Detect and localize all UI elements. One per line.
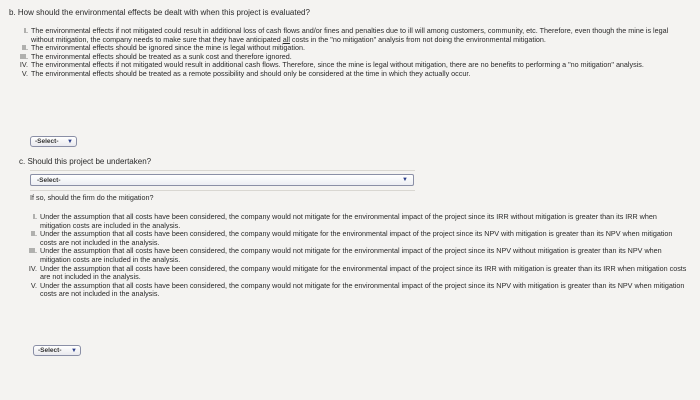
option-text: The environmental effects should be treated as a sunk cost and therefore ignored. xyxy=(31,51,292,61)
mitigation-option-3 xyxy=(26,247,689,264)
option-text: The environmental effects should be ignored since the mine is legal without mitigation. xyxy=(31,43,305,53)
option-numeral: I. xyxy=(33,212,37,221)
option-text: The environmental effects if not mitigated could result in additional loss of cash flows and/or fines and penalties due to ill will among customers, community, etc. Therefore, even though the mine is legal without mitigation, the company needs to make sure that they have anticipated all costs in the "no mitigation" analysis from not doing the environmental mitigation. xyxy=(31,26,669,44)
option-numeral: V. xyxy=(21,68,28,78)
question-b-prompt: b. How should the environmental effects be dealt with when this project is evaluated? xyxy=(9,8,310,17)
select-value: -Select- xyxy=(38,347,62,354)
mitigation-options xyxy=(26,213,689,299)
mitigation-option-4 xyxy=(26,265,689,282)
question-b-option-5 xyxy=(17,70,689,79)
option-numeral: IV. xyxy=(28,263,37,273)
emphasis-all: all xyxy=(282,34,290,44)
option-text: Under the assumption that all costs have been considered, the company would not mitigate for the environmental impact of the project since its NPV with mitigation is greater than its NPV when mitigation costs are not included in the analysis. xyxy=(40,280,685,299)
question-c-prompt: c. Should this project be undertaken? xyxy=(19,157,152,166)
question-c-undertake-select[interactable] xyxy=(30,174,414,186)
chevron-down-icon: ▼ xyxy=(71,347,77,354)
option-text: The environmental effects if not mitigated would result in additional cash flows. Therefore, since the mine is legal without mitigation, there are no benefits to performing a "no mitigation" analysis. xyxy=(31,60,644,70)
question-b-answer-select[interactable] xyxy=(30,136,77,147)
divider xyxy=(30,190,415,191)
question-b-option-1 xyxy=(17,27,689,44)
option-numeral: V. xyxy=(30,280,37,290)
option-text: The environmental effects should be treated as a remote possibility and should only be considered at the time in which they actually occur. xyxy=(31,68,471,78)
option-numeral: III. xyxy=(29,246,37,256)
select-value: -Select- xyxy=(37,176,61,184)
chevron-down-icon: ▼ xyxy=(402,177,408,183)
mitigation-prompt: If so, should the firm do the mitigation? xyxy=(30,193,154,202)
mitigation-option-2 xyxy=(26,230,689,247)
chevron-down-icon: ▼ xyxy=(67,138,73,145)
mitigation-option-1 xyxy=(26,213,689,230)
option-numeral: I. xyxy=(24,26,28,35)
option-text: Under the assumption that all costs have been considered, the company would mitigate for the environmental impact of the project since its IRR with mitigation is greater than its IRR when mitigation costs are not included in the analysis. xyxy=(40,263,687,282)
question-b-options xyxy=(17,27,689,79)
mitigation-option-5 xyxy=(26,282,689,299)
option-text: Under the assumption that all costs have been considered, the company would not mitigate for the environmental impact of the project since its IRR without mitigation is greater than its IRR when mitigation costs are included in the analysis. xyxy=(40,212,657,230)
option-numeral: IV. xyxy=(19,60,28,70)
option-text: Under the assumption that all costs have been considered, the company would not mitigate for the environmental impact of the project since its NPV without mitigation is greater than its NPV when mitigation costs are included in the analysis. xyxy=(40,246,662,264)
option-numeral: II. xyxy=(22,43,28,53)
mitigation-answer-select[interactable] xyxy=(33,345,81,356)
divider xyxy=(30,170,415,171)
option-numeral: II. xyxy=(31,229,37,239)
option-numeral: III. xyxy=(20,51,28,61)
option-text: Under the assumption that all costs have been considered, the company would mitigate for the environmental impact of the project since its NPV with mitigation is greater than its NPV when mitigation costs are not included in the analysis. xyxy=(40,229,673,247)
select-value: -Select- xyxy=(35,138,59,145)
